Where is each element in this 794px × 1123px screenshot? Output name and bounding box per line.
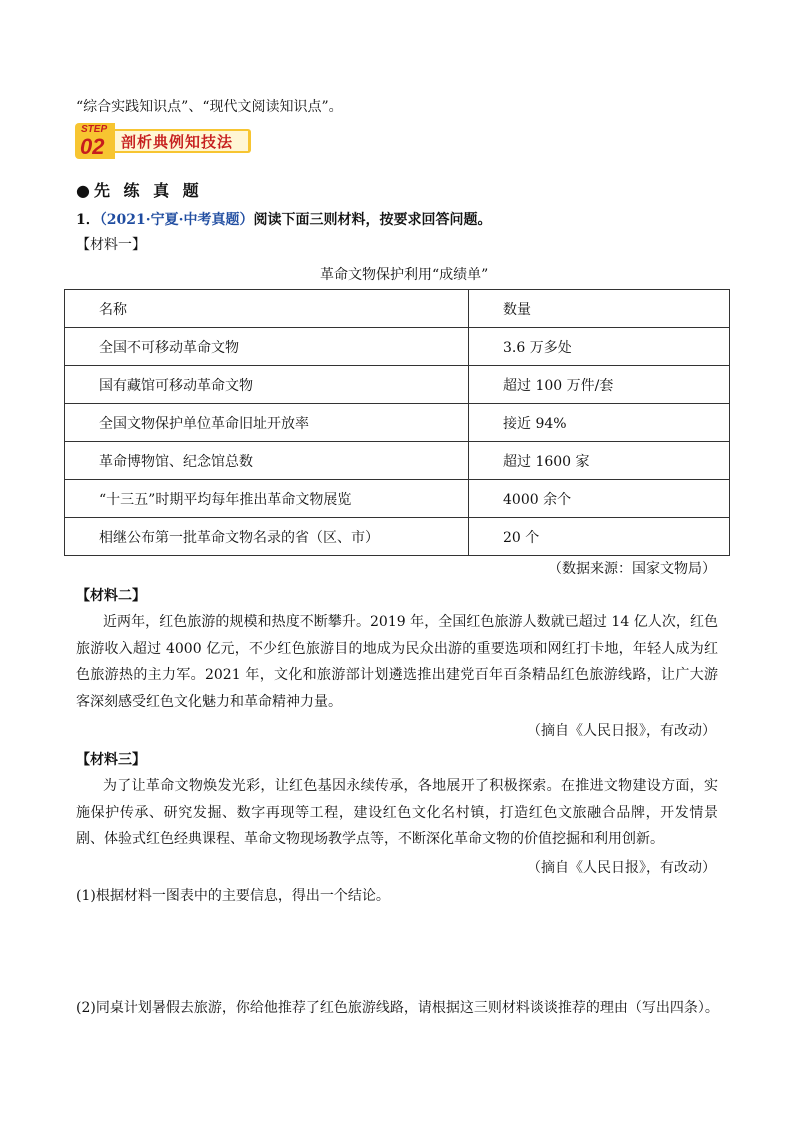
table-row bbox=[65, 518, 730, 556]
achievement-table bbox=[64, 289, 730, 556]
section-heading: ●先 练 真 题 bbox=[76, 181, 203, 200]
material3-text: 为了让革命文物焕发光彩，让红色基因永续传承，各地展开了积极探索。在推进文物建设方面，实施保护传承、研究发掘、数字再现等工程，建设红色文化名村镇，打造红色文旅融合品牌，开发情景剧、体验式红色经典课程、革命文物现场教学点等，不断深化革命文物的价值挖掘和利用创新。 bbox=[76, 778, 718, 847]
step-number-block bbox=[75, 123, 115, 159]
table-row bbox=[65, 480, 730, 518]
step-title: 剖析典例知技法 bbox=[121, 133, 234, 151]
material2-label: 【材料二】 bbox=[76, 588, 146, 604]
table-row bbox=[65, 404, 730, 442]
table-title: 革命文物保护利用“成绩单” bbox=[320, 267, 489, 283]
question-1 bbox=[76, 209, 491, 229]
material2-source: （摘自《人民日报》，有改动） bbox=[527, 723, 716, 739]
step-number: 02 bbox=[80, 134, 105, 159]
table-row bbox=[65, 366, 730, 404]
table-cell-name: 革命博物馆、纪念馆总数 bbox=[65, 442, 469, 480]
table-cell-name: 相继公布第一批革命文物名录的省（区、市） bbox=[65, 518, 469, 556]
step-title-tab bbox=[113, 129, 251, 153]
material1-label: 【材料一】 bbox=[76, 237, 146, 253]
question-prompt: 阅读下面三则材料，按要求回答问题。 bbox=[253, 212, 492, 228]
material2-text: 近两年，红色旅游的规模和热度不断攀升。2019 年，全国红色旅游人数就已超过 14 亿人次，红色旅游收入超过 4000 亿元，不少红色旅游目的地成为民众出游的重要选项和网红打卡地，年轻人成为红色旅游热的主力军。2021 年，文化和旅游部计划遴选推出建党百年百条精品红色旅游线路，让广大游客深刻感受红色文化魅力和革命精神力量。 bbox=[76, 614, 718, 710]
table-header-row bbox=[65, 290, 730, 328]
sub-question-1: (1)根据材料一图表中的主要信息，得出一个结论。 bbox=[76, 888, 390, 904]
intro-line: “综合实践知识点”、“现代文阅读知识点”。 bbox=[76, 99, 343, 115]
material1-source: （数据来源：国家文物局） bbox=[548, 561, 716, 577]
table-cell-quantity: 接近 94% bbox=[469, 404, 730, 442]
material3-source: （摘自《人民日报》，有改动） bbox=[527, 860, 716, 876]
sub-question-2: (2)同桌计划暑假去旅游，你给他推荐了红色旅游线路，请根据这三则材料谈谈推荐的理由（写出四条）。 bbox=[76, 1000, 719, 1016]
table-row bbox=[65, 442, 730, 480]
material3-label: 【材料三】 bbox=[76, 752, 146, 768]
question-source: （2021·宁夏·中考真题） bbox=[99, 212, 254, 228]
table-header-name: 名称 bbox=[65, 290, 469, 328]
step-word: STEP bbox=[81, 124, 108, 135]
table-cell-name: 全国不可移动革命文物 bbox=[65, 328, 469, 366]
table-cell-name: “十三五”时期平均每年推出革命文物展览 bbox=[65, 480, 469, 518]
table-cell-quantity: 超过 100 万件/套 bbox=[469, 366, 730, 404]
table-cell-quantity: 4000 余个 bbox=[469, 480, 730, 518]
table-cell-name: 全国文物保护单位革命旧址开放率 bbox=[65, 404, 469, 442]
question-number: 1． bbox=[76, 212, 100, 228]
table-cell-quantity: 超过 1600 家 bbox=[469, 442, 730, 480]
table-cell-name: 国有藏馆可移动革命文物 bbox=[65, 366, 469, 404]
table-header-quantity: 数量 bbox=[469, 290, 730, 328]
table-row bbox=[65, 328, 730, 366]
table-cell-quantity: 20 个 bbox=[469, 518, 730, 556]
table-cell-quantity: 3.6 万多处 bbox=[469, 328, 730, 366]
step-badge bbox=[75, 123, 253, 159]
